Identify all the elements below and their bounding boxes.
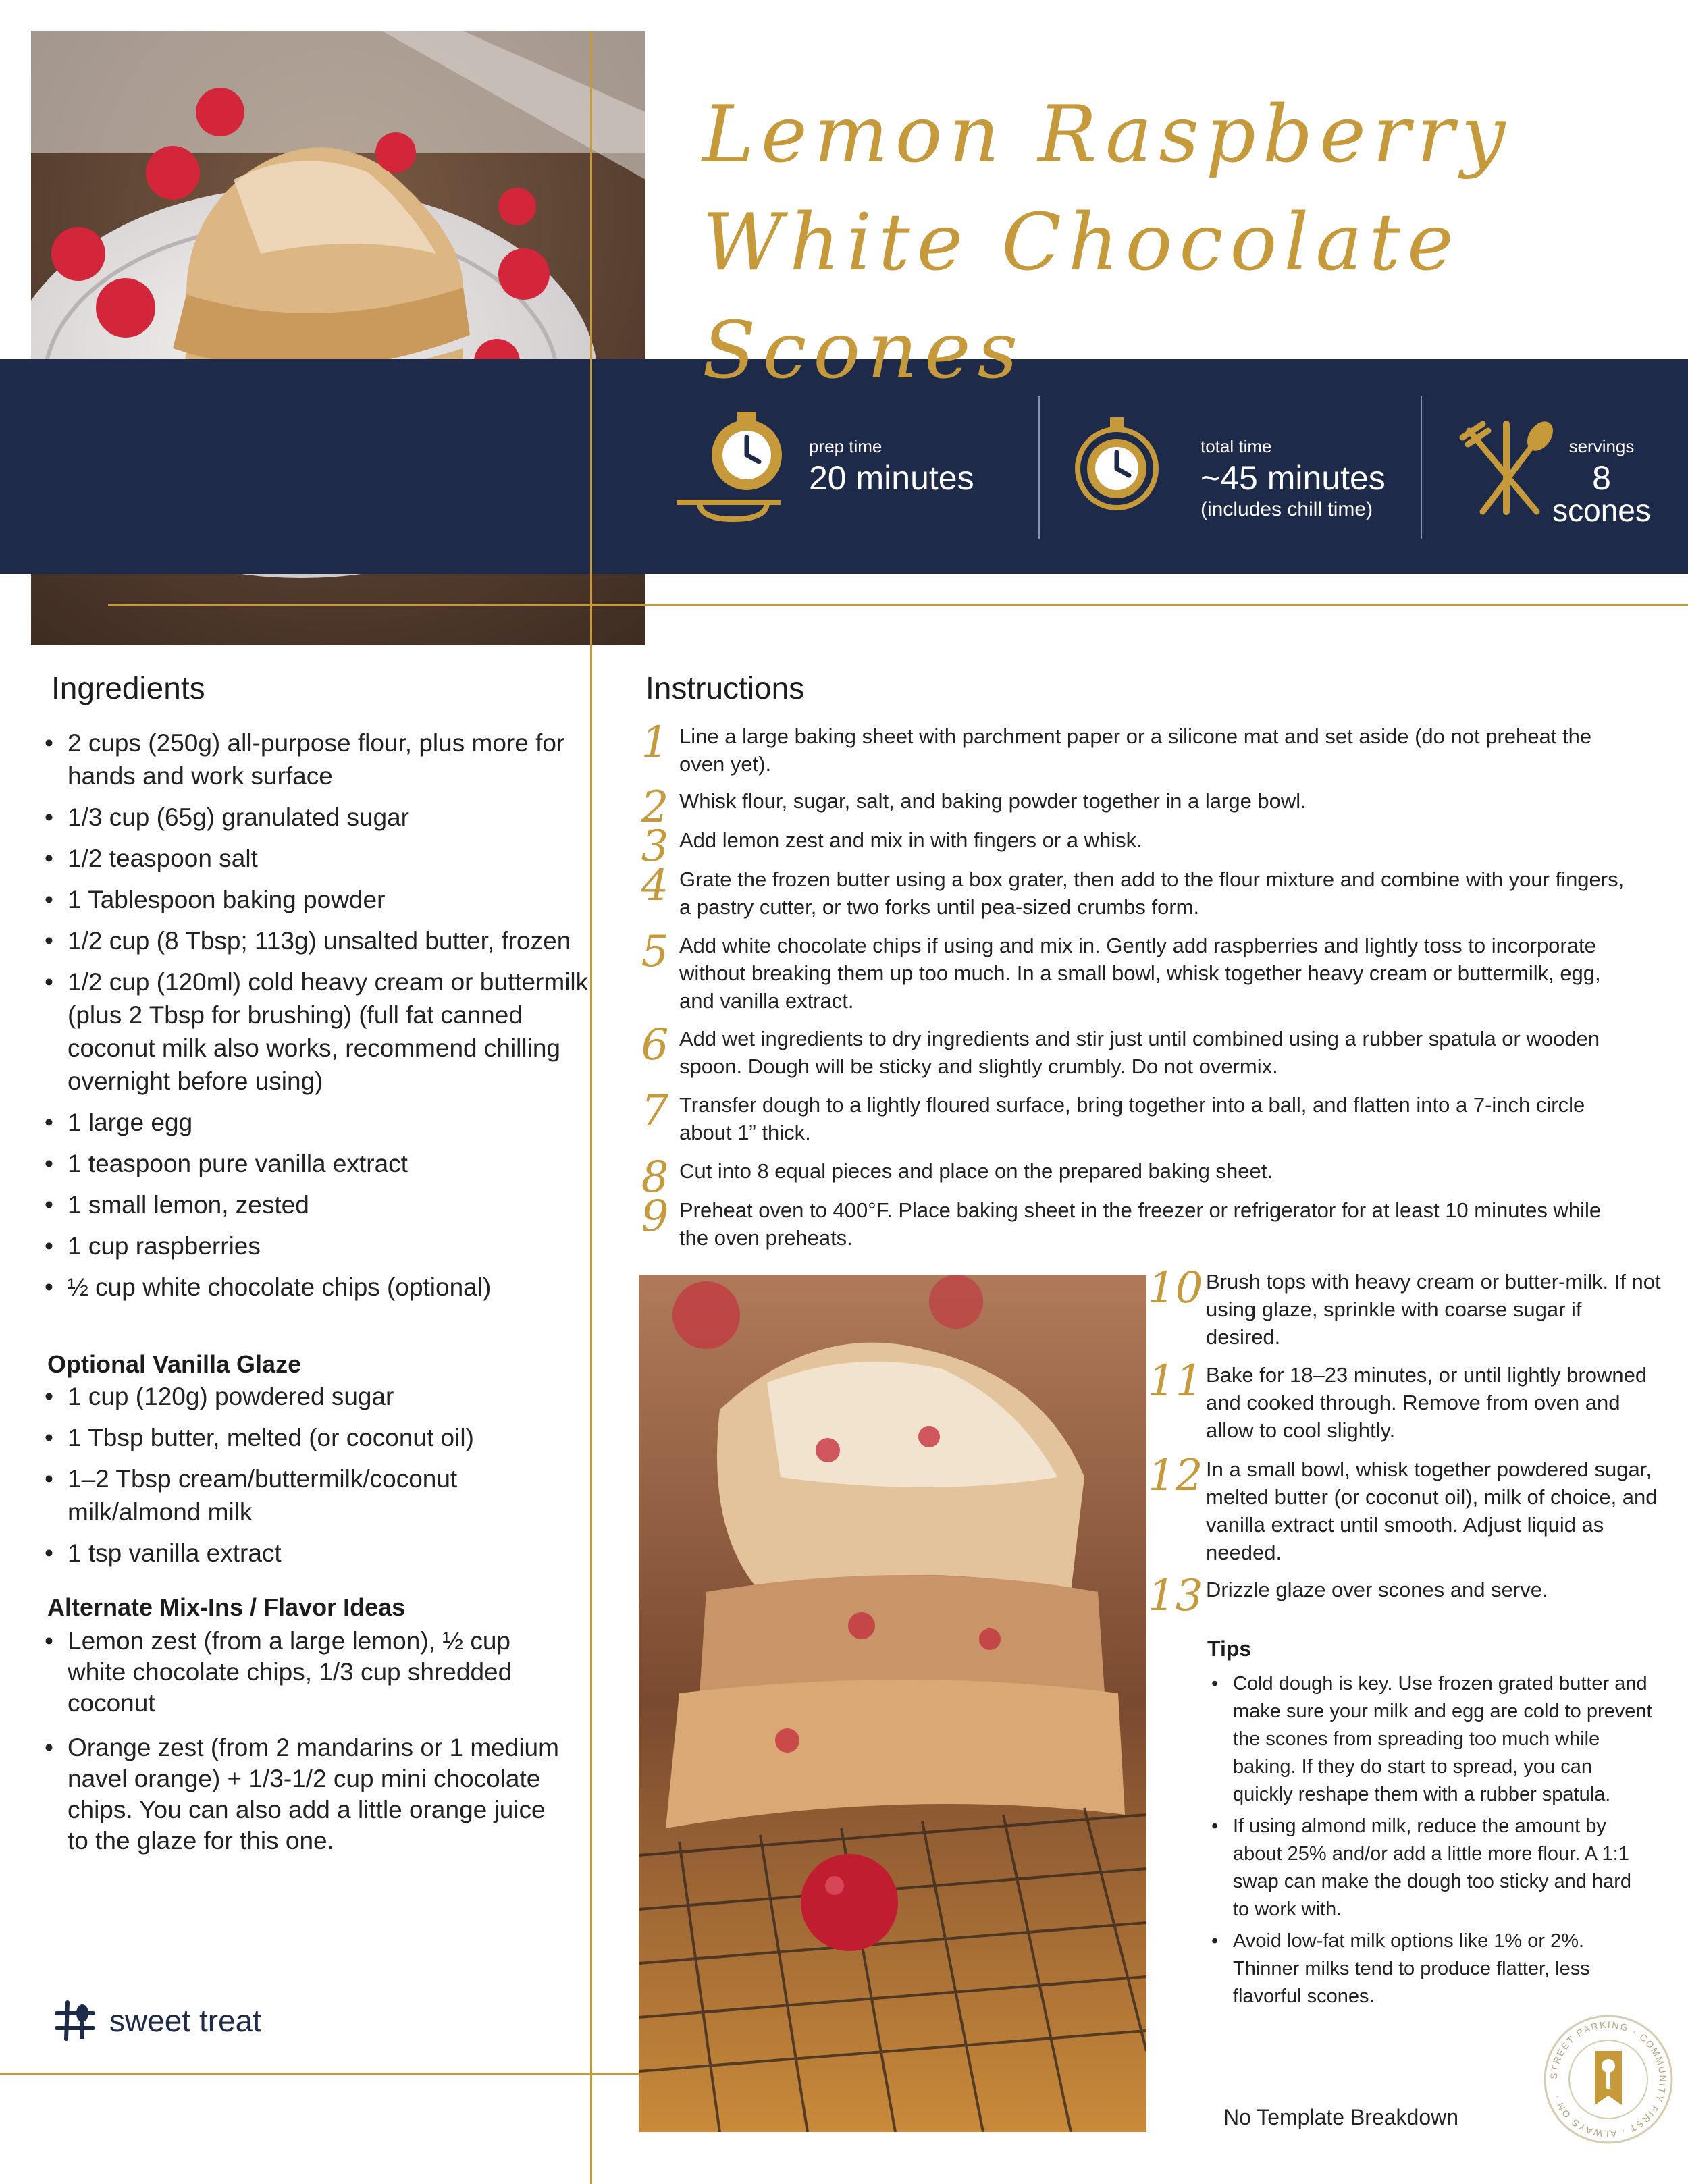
instruction-step [1148, 1451, 1661, 1566]
step-text: Line a large baking sheet with parchment paper or a silicone mat and set aside (do not preheat the oven yet). [679, 724, 1592, 776]
ingredients-list [42, 726, 589, 1312]
list-item: • 1/3 cup (65g) granulated sugar [42, 801, 589, 834]
step-text: Grate the frozen butter using a box grater, then add to the flour mixture and combine with your fingers, a pastry cutter, or two forks until pea-sized crumbs form. [679, 868, 1625, 919]
scones-photo [639, 1275, 1146, 2132]
hashtag-fork-icon [54, 2000, 96, 2042]
total-time-label: total time [1201, 436, 1272, 456]
stopwatch-pan-icon [672, 408, 787, 523]
list-item: • 1–2 Tbsp cream/buttermilk/coconut milk/almond milk [42, 1462, 589, 1528]
list-item: • 1/2 cup (8 Tbsp; 113g) unsalted butter, frozen [42, 924, 589, 957]
seal-text: STREET PARKING · COMMUNITY FIRST · ALWAYS ON · [1548, 2019, 1669, 2140]
step-number: 8 [641, 1152, 669, 1202]
template-note: No Template Breakdown [1223, 2105, 1459, 2129]
step-text: Brush tops with heavy cream or butter-milk. If not using glaze, sprinkle with coarse sugar if desired. [1206, 1270, 1661, 1349]
instruction-step [635, 782, 1627, 832]
step-text: Add white chocolate chips if using and mix in. Gently add raspberries and lightly toss to incorporate without breaking them up too much. In a small bowl, whisk together heavy cream or buttermilk, egg, and vanilla extract. [679, 934, 1601, 1013]
step-text: Bake for 18–23 minutes, or until lightly browned and cooked through. Remove from oven and allow to cool slightly. [1206, 1363, 1647, 1442]
step-number: 13 [1148, 1571, 1203, 1621]
instruction-step [635, 1020, 1627, 1080]
instruction-step [635, 718, 1627, 778]
list-item: • 1 Tbsp butter, melted (or coconut oil) [42, 1421, 589, 1454]
title-line-1: Lemon Raspberry [702, 89, 1512, 180]
list-item: • 1 cup raspberries [42, 1229, 589, 1262]
servings-unit: scones [1552, 493, 1651, 528]
total-time-note: (includes chill time) [1201, 498, 1373, 521]
list-item: • 1 Tablespoon baking powder [42, 883, 589, 916]
step-text: Preheat oven to 400°F. Place baking sheet in the freezer or refrigerator for at least 10 minutes while the oven preheats. [679, 1198, 1602, 1250]
step-number: 2 [641, 782, 669, 832]
total-time-value: ~45 minutes [1201, 459, 1386, 497]
instruction-step [635, 822, 1627, 872]
instruction-step [1148, 1571, 1661, 1621]
list-item: • 2 cups (250g) all-purpose flour, plus more for hands and work surface [42, 726, 589, 793]
recipe-title [702, 81, 1661, 405]
list-item: • 1 tsp vanilla extract [42, 1537, 589, 1570]
instruction-step [635, 927, 1627, 1015]
glaze-list [42, 1380, 589, 1578]
step-text: Transfer dough to a lightly floured surface, bring together into a ball, and flatten into a 7-inch circle about 1” thick. [679, 1093, 1585, 1144]
step-number: 7 [641, 1086, 669, 1136]
instruction-step [635, 1192, 1627, 1252]
stopwatch-icon [1075, 413, 1159, 514]
step-number: 12 [1148, 1451, 1203, 1501]
servings-value: 8 [1592, 459, 1611, 497]
step-number: 5 [641, 927, 669, 977]
gold-divider-vertical [590, 31, 592, 2184]
stats-divider [1421, 396, 1422, 539]
list-item: • Lemon zest (from a large lemon), ½ cup white chocolate chips, 1/3 cup shredded coconut [42, 1626, 569, 1719]
list-item: • 1 teaspoon pure vanilla extract [42, 1147, 589, 1180]
footer-tag: sweet treat [109, 2003, 261, 2038]
mixins-list [42, 1626, 569, 1865]
gold-divider-bottom [0, 2073, 639, 2075]
mixins-heading: Alternate Mix-Ins / Flavor Ideas [47, 1593, 406, 1621]
step-text: Drizzle glaze over scones and serve. [1206, 1578, 1548, 1601]
step-text: In a small bowl, whisk together powdered sugar, melted butter (or coconut oil), milk of choice, and vanilla extract until smooth. Adjust liquid as needed. [1206, 1458, 1658, 1564]
prep-time-value: 20 minutes [809, 459, 974, 497]
step-number: 1 [641, 718, 669, 768]
instruction-step [1148, 1356, 1661, 1444]
step-number: 10 [1148, 1263, 1203, 1313]
step-text: Add wet ingredients to dry ingredients and stir just until combined using a rubber spatula or wooden spoon. Dough will be sticky and slightly crumbly. Do not overmix. [679, 1027, 1600, 1078]
list-item: • 1/2 teaspoon salt [42, 842, 589, 875]
ingredients-heading: Ingredients [51, 670, 205, 705]
list-item: • Cold dough is key. Use frozen grated butter and make sure your milk and egg are cold to prevent the scones from spreading too much while baking. If they do start to spread, you can quickly reshape them with a rubber spatula. [1207, 1670, 1653, 1809]
stats-divider [1038, 396, 1040, 539]
step-text: Cut into 8 equal pieces and place on the prepared baking sheet. [679, 1159, 1273, 1183]
list-item: • ½ cup white chocolate chips (optional) [42, 1271, 589, 1304]
list-item: • If using almond milk, reduce the amount by about 25% and/or add a little more flour. A 1:1 swap can make the dough too sticky and hard to work with. [1207, 1813, 1653, 1923]
step-number: 11 [1148, 1356, 1203, 1406]
instruction-step [635, 861, 1627, 921]
title-line-2: White Chocolate Scones [702, 197, 1460, 396]
list-item: • 1/2 cup (120ml) cold heavy cream or buttermilk (plus 2 Tbsp for brushing) (full fat canned coconut milk also works, recommend chilling overnight before using) [42, 965, 589, 1098]
list-item: • 1 large egg [42, 1106, 589, 1139]
glaze-heading: Optional Vanilla Glaze [47, 1350, 302, 1378]
step-text: Add lemon zest and mix in with fingers or a whisk. [679, 828, 1142, 852]
street-parking-seal [1542, 2013, 1674, 2146]
list-item: • 1 cup (120g) powdered sugar [42, 1380, 589, 1413]
tips-heading: Tips [1207, 1636, 1252, 1661]
step-number: 4 [641, 861, 669, 911]
list-item: • Avoid low-fat milk options like 1% or 2%. Thinner milks tend to produce flatter, less flavorful scones. [1207, 1927, 1653, 2010]
step-number: 3 [641, 822, 669, 872]
step-number: 6 [641, 1020, 669, 1070]
instruction-step [1148, 1263, 1661, 1351]
gold-divider-horizontal [108, 604, 1688, 606]
list-item: • 1 small lemon, zested [42, 1188, 589, 1221]
list-item: • Orange zest (from 2 mandarins or 1 medium navel orange) + 1/3-1/2 cup mini chocolate chips. You can also add a little orange juice to the glaze for this one. [42, 1732, 569, 1857]
instruction-step [635, 1152, 1627, 1202]
step-text: Whisk flour, sugar, salt, and baking powder together in a large bowl. [679, 789, 1307, 813]
instructions-heading: Instructions [645, 670, 805, 705]
servings-label: servings [1568, 436, 1635, 456]
tips-list [1207, 1670, 1653, 2015]
instruction-step [635, 1086, 1627, 1146]
prep-time-label: prep time [809, 436, 882, 456]
step-number: 9 [641, 1192, 669, 1242]
